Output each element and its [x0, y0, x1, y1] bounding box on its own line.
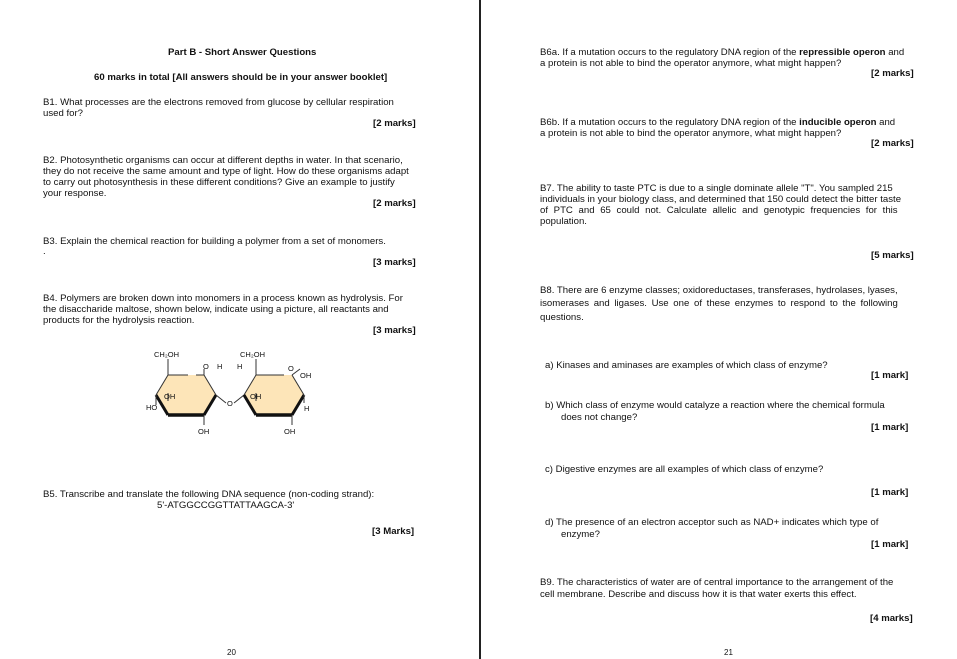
h-right-label: H [304, 404, 310, 413]
glycosidic-bond-left [216, 395, 226, 403]
b9-line1: B9. The characteristics of water are of central importance to the arrangement of the [540, 577, 894, 588]
page-number-right: 21 [724, 648, 733, 657]
b3-marks: [3 marks] [373, 256, 416, 268]
page-number-left: 20 [227, 648, 236, 657]
b7-marks: [5 marks] [871, 249, 914, 261]
b4-marks: [3 marks] [373, 324, 416, 336]
maltose-structure-diagram [140, 345, 330, 445]
b7-line2: individuals in your biology class, and determined that 150 could detect the bitter taste [540, 194, 902, 205]
b6b-line1-post: and [876, 117, 896, 128]
b8c-text: c) Digestive enzymes are all examples of which class of enzyme? [545, 464, 824, 475]
b9-marks: [4 marks] [870, 612, 913, 624]
oh-bottom-left-label: OH [198, 427, 210, 436]
b6a-line1 [540, 47, 904, 58]
ch2oh-right-label: CH₂OH [240, 350, 265, 359]
b8c-marks: [1 mark] [871, 486, 909, 498]
b6a-line2: a protein is not able to bind the operator anymore, what might happen? [540, 58, 842, 69]
ring-oxygen-left-label: O [203, 362, 209, 371]
b6b-line1-pre: B6b. If a mutation occurs to the regulatory DNA region of the [540, 117, 800, 128]
b8-line3: questions. [540, 312, 584, 323]
ring-oh-right-label: OH [250, 392, 262, 401]
b6a-line1-pre: B6a. If a mutation occurs to the regulatory DNA region of the [540, 47, 800, 58]
marks-total-subheading: 60 marks in total [All answers should be in your answer booklet] [94, 72, 388, 83]
b2-line4: your response. [43, 188, 107, 199]
b8d-marks: [1 mark] [871, 538, 909, 550]
b4-line1: B4. Polymers are broken down into monomers in a process known as hydrolysis. For [43, 293, 403, 304]
b6b-line2: a protein is not able to bind the operator anymore, what might happen? [540, 128, 842, 139]
b7-line3: of PTC and 65 could not. Calculate allelic and genotypic frequencies for this [540, 205, 898, 216]
b7-line1: B7. The ability to taste PTC is due to a single dominate allele "T". You sampled 215 [540, 183, 893, 194]
b8b-marks: [1 mark] [871, 421, 909, 433]
b7-line4: population. [540, 216, 587, 227]
ch2oh-left-label: CH₂OH [154, 350, 179, 359]
b5-dna-sequence: 5'-ATGGCCGGTTATTAAGCA-3' [157, 500, 295, 511]
b3-dot: . [43, 246, 46, 257]
b6a-line1-post: and [885, 47, 905, 58]
b8-line2: isomerases and ligases. Use one of these enzymes to respond to the following [540, 298, 898, 309]
b6b-marks: [2 marks] [871, 137, 914, 149]
b8d-line2: enzyme? [561, 529, 600, 540]
page-divider [479, 0, 481, 659]
glycosidic-bond-right [234, 395, 244, 403]
h-mid-label: H [237, 362, 243, 371]
b4-line3: products for the hydrolysis reaction. [43, 315, 195, 326]
b8a-marks: [1 mark] [871, 369, 909, 381]
part-b-heading: Part B - Short Answer Questions [168, 47, 317, 58]
b2-line1: B2. Photosynthetic organisms can occur at different depths in water. In that scenario, [43, 155, 403, 166]
b8b-line2: does not change? [561, 412, 638, 423]
b6a-marks: [2 marks] [871, 67, 914, 79]
b8b-line1: b) Which class of enzyme would catalyze a reaction where the chemical formula [545, 400, 885, 411]
b3-line1: B3. Explain the chemical reaction for building a polymer from a set of monomers. [43, 236, 386, 247]
ho-left-label: HO [146, 403, 158, 412]
ring-oh-left-label: OH [164, 392, 176, 401]
glycosidic-oxygen-label: O [227, 399, 233, 408]
b8d-line1: d) The presence of an electron acceptor such as NAD+ indicates which type of [545, 517, 879, 528]
b1-line2: used for? [43, 108, 84, 119]
b9-line2: cell membrane. Describe and discuss how it is that water exerts this effect. [540, 589, 857, 600]
b1-line1: B1. What processes are the electrons removed from glucose by cellular respiration [43, 97, 394, 108]
b8-line1: B8. There are 6 enzyme classes; oxidoreductases, transferases, hydrolases, lyases, [540, 285, 898, 296]
b2-line3: to carry out photosynthesis in these different conditions? Give an example to justify [43, 177, 395, 188]
oh-top-right-label: OH [300, 371, 312, 380]
h-left-label: H [217, 362, 223, 371]
b5-line1: B5. Transcribe and translate the following DNA sequence (non-coding strand): [43, 489, 375, 500]
b6b-line1 [540, 117, 895, 128]
b5-marks: [3 Marks] [372, 525, 415, 537]
ring-oxygen-right-label: O [288, 364, 294, 373]
b1-marks: [2 marks] [373, 117, 416, 129]
b8a-text: a) Kinases and aminases are examples of which class of enzyme? [545, 360, 828, 371]
oh-bottom-right-label: OH [284, 427, 296, 436]
b6b-inducible-operon: inducible operon [799, 117, 877, 128]
b2-line2: they do not receive the same amount and type of light. How do these organisms adapt [43, 166, 409, 177]
b2-marks: [2 marks] [373, 197, 416, 209]
b6a-repressible-operon: repressible operon [799, 47, 886, 58]
b4-line2: the disaccharide maltose, shown below, indicate using a picture, all reactants and [43, 304, 389, 315]
